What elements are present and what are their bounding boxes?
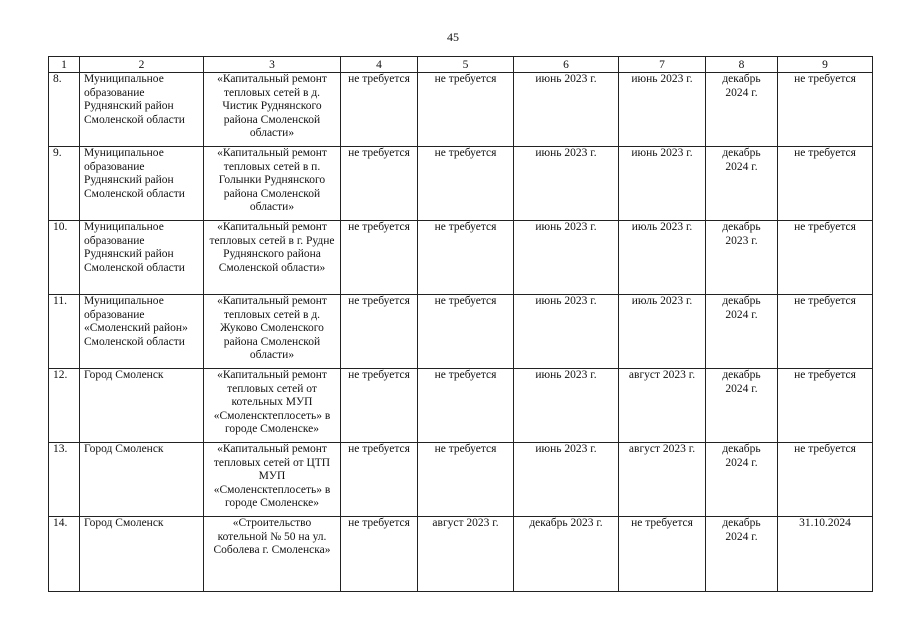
col5-cell: август 2023 г. xyxy=(418,517,514,592)
header-cell: 2 xyxy=(80,57,204,73)
col5-cell: не требуется xyxy=(418,147,514,221)
header-cell: 1 xyxy=(49,57,80,73)
col6-cell: декабрь 2023 г. xyxy=(514,517,619,592)
col9-cell: не требуется xyxy=(778,147,873,221)
header-cell: 7 xyxy=(619,57,706,73)
table-row xyxy=(49,369,873,443)
col5-cell: не требуется xyxy=(418,443,514,517)
entity-cell: Город Смоленск xyxy=(80,443,204,517)
col5-cell: не требуется xyxy=(418,295,514,369)
project-cell: «Капитальный ремонт тепловых сетей в п. Голынки Руднянского района Смоленской области» xyxy=(204,147,341,221)
col9-cell: 31.10.2024 xyxy=(778,517,873,592)
col6-cell: июнь 2023 г. xyxy=(514,295,619,369)
col6-cell: июнь 2023 г. xyxy=(514,147,619,221)
header-cell: 4 xyxy=(341,57,418,73)
project-cell: «Капитальный ремонт тепловых сетей от ЦТП МУП «Смоленсктеплосеть» в городе Смоленске» xyxy=(204,443,341,517)
col9-cell: не требуется xyxy=(778,443,873,517)
entity-cell: Муниципальное образование Руднянский район Смоленской области xyxy=(80,73,204,147)
col4-cell: не требуется xyxy=(341,221,418,295)
row-number: 8. xyxy=(49,73,80,147)
header-cell: 5 xyxy=(418,57,514,73)
table-row xyxy=(49,295,873,369)
col6-cell: июнь 2023 г. xyxy=(514,221,619,295)
project-cell: «Капитальный ремонт тепловых сетей в д. Чистик Руднянского района Смоленской области» xyxy=(204,73,341,147)
page-number: 45 xyxy=(447,30,459,44)
col4-cell: не требуется xyxy=(341,443,418,517)
project-cell: «Капитальный ремонт тепловых сетей в д. Жуково Смоленского района Смоленской области» xyxy=(204,295,341,369)
col8-cell: декабрь 2024 г. xyxy=(706,369,778,443)
col8-cell: декабрь 2024 г. xyxy=(706,295,778,369)
table-row xyxy=(49,147,873,221)
row-number: 14. xyxy=(49,517,80,592)
col5-cell: не требуется xyxy=(418,221,514,295)
col8-cell: декабрь 2024 г. xyxy=(706,517,778,592)
header-cell: 9 xyxy=(778,57,873,73)
col4-cell: не требуется xyxy=(341,295,418,369)
col9-cell: не требуется xyxy=(778,73,873,147)
entity-cell: Город Смоленск xyxy=(80,517,204,592)
header-cell: 3 xyxy=(204,57,341,73)
col4-cell: не требуется xyxy=(341,147,418,221)
col8-cell: декабрь 2024 г. xyxy=(706,443,778,517)
col8-cell: декабрь 2024 г. xyxy=(706,73,778,147)
col8-cell: декабрь 2024 г. xyxy=(706,147,778,221)
entity-cell: Муниципальное образование «Смоленский район» Смоленской области xyxy=(80,295,204,369)
col6-cell: июнь 2023 г. xyxy=(514,369,619,443)
col4-cell: не требуется xyxy=(341,517,418,592)
col4-cell: не требуется xyxy=(341,73,418,147)
project-cell: «Строительство котельной № 50 на ул. Соболева г. Смоленска» xyxy=(204,517,341,592)
col7-cell: июль 2023 г. xyxy=(619,295,706,369)
project-cell: «Капитальный ремонт тепловых сетей от котельных МУП «Смоленсктеплосеть» в городе Смоленске» xyxy=(204,369,341,443)
col5-cell: не требуется xyxy=(418,369,514,443)
header-cell: 8 xyxy=(706,57,778,73)
col6-cell: июнь 2023 г. xyxy=(514,443,619,517)
schedule-table xyxy=(48,56,873,592)
col7-cell: не требуется xyxy=(619,517,706,592)
table-row xyxy=(49,73,873,147)
row-number: 10. xyxy=(49,221,80,295)
col7-cell: август 2023 г. xyxy=(619,443,706,517)
project-cell: «Капитальный ремонт тепловых сетей в г. Рудне Руднянского района Смоленской области» xyxy=(204,221,341,295)
entity-cell: Город Смоленск xyxy=(80,369,204,443)
col9-cell: не требуется xyxy=(778,221,873,295)
header-row xyxy=(49,57,873,73)
table-row xyxy=(49,517,873,592)
col9-cell: не требуется xyxy=(778,295,873,369)
col9-cell: не требуется xyxy=(778,369,873,443)
entity-cell: Муниципальное образование Руднянский район Смоленской области xyxy=(80,221,204,295)
col7-cell: июнь 2023 г. xyxy=(619,73,706,147)
col7-cell: июнь 2023 г. xyxy=(619,147,706,221)
row-number: 12. xyxy=(49,369,80,443)
row-number: 11. xyxy=(49,295,80,369)
col6-cell: июнь 2023 г. xyxy=(514,73,619,147)
header-cell: 6 xyxy=(514,57,619,73)
row-number: 13. xyxy=(49,443,80,517)
table-row xyxy=(49,443,873,517)
col8-cell: декабрь 2023 г. xyxy=(706,221,778,295)
col7-cell: август 2023 г. xyxy=(619,369,706,443)
row-number: 9. xyxy=(49,147,80,221)
col5-cell: не требуется xyxy=(418,73,514,147)
entity-cell: Муниципальное образование Руднянский район Смоленской области xyxy=(80,147,204,221)
col4-cell: не требуется xyxy=(341,369,418,443)
table-row xyxy=(49,221,873,295)
col7-cell: июль 2023 г. xyxy=(619,221,706,295)
